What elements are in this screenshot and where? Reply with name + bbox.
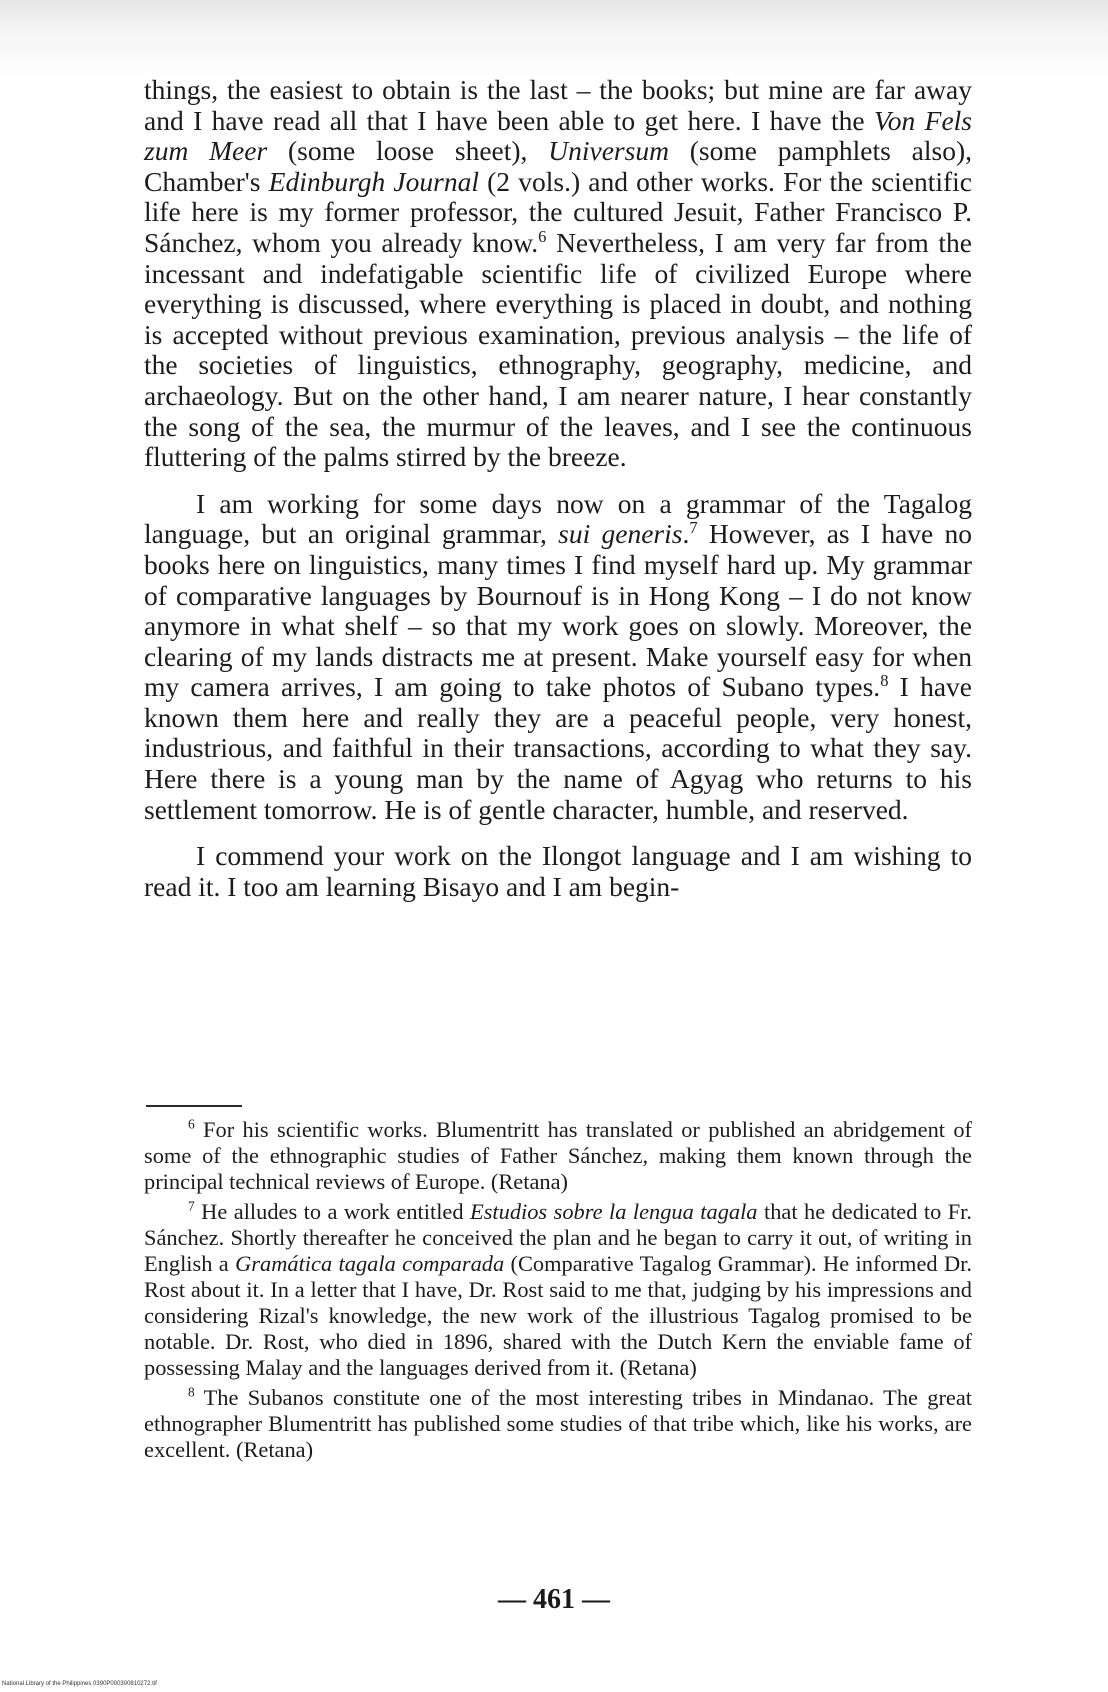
italic-text: Estudios sobre la lengua tagala — [470, 1199, 758, 1224]
page-number: — 461 — — [498, 1584, 610, 1615]
text-run: (Comparative Tagalog Grammar). He informed Dr. Rost about it. In a letter that I have, Dr. Rost said to me that, judging by his impressions and considering Rizal's knowledge, the new work of the illustrious Tagalog promised to be notable. Dr. Rost, who died in 1896, shared with the Dutch Kern the enviable fame of possessing Malay and the languages derived from it. (Retana) — [144, 1251, 972, 1380]
text-run: I commend your work on the Ilongot language and I am wishing to read it. I too am learning Bisayo and I am begin- — [144, 840, 972, 902]
text-run: I am working for some days now on a grammar of the Tagalog language, but an original grammar, — [144, 487, 972, 550]
italic-text: Universum — [548, 135, 669, 167]
footnote-ref: 7 — [689, 518, 698, 538]
body-paragraph — [144, 841, 972, 902]
body-paragraph — [144, 75, 972, 473]
text-run: . — [682, 518, 690, 550]
italic-text: Von Fels zum Meer — [144, 104, 972, 167]
text-run: (some pamphlets also), Chamber's — [144, 135, 972, 197]
text-run: (2 vols.) and other works. For the scientific life here is my former professor, the cultured Jesuit, Father Francisco P. Sánchez, whom you already know. — [144, 165, 972, 258]
italic-text: sui generis — [558, 518, 683, 550]
footnote-ref: 6 — [538, 226, 547, 246]
text-run: things, the easiest to obtain is the last – the books; but mine are far away and I have read all that I have been able to get here. I have the — [144, 74, 972, 136]
footnote-ref: 8 — [880, 671, 889, 691]
footnote — [144, 1117, 972, 1195]
text-run: Nevertheless, I am very far from the incessant and indefatigable scientific life of civilized Europe where everything is discussed, where everything is placed in doubt, and nothing is accepted without previous examination, previous analysis – the life of the societies of linguistics, ethnography, geography, medicine, and archaeology. But on the other hand, I am nearer nature, I hear constantly the song of the sea, the murmur of the leaves, and I see the continuous fluttering of the palms stirred by the breeze. — [144, 226, 972, 473]
text-run: He alludes to a work entitled — [194, 1199, 471, 1224]
text-run: For his scientific works. Blumentritt has translated or published an abridgement of some of the ethnographic studies of Father Sánchez, making them known through the principal technical reviews of Europe. (Retana) — [144, 1117, 972, 1194]
body-paragraph — [144, 489, 972, 826]
footnotes — [144, 1117, 972, 1467]
italic-text: Gramática tagala comparada — [235, 1251, 505, 1276]
text-run: The Subanos constitute one of the most interesting tribes in Mindanao. The great ethnographer Blumentritt has published some studies of that tribe which, like his works, are excellent. (Retana) — [144, 1385, 972, 1462]
footnote-divider — [146, 1105, 242, 1107]
main-text — [144, 75, 972, 918]
text-run: I have known them here and really they are a peaceful people, very honest, industrious, and faithful in their transactions, according to what they say. Here there is a young man by the name of Agyag who returns to his settlement tomorrow. He is of gentle character, humble, and reserved. — [144, 671, 972, 825]
footnote-ref: 8 — [188, 1384, 195, 1400]
archive-stamp: National Library of the Philippines 0390P000300810272.tif — [2, 1681, 157, 1687]
text-run: that he dedicated to Fr. Sánchez. Shortly thereafter he conceived the plan and he began to carry it out, of writing in English a — [144, 1199, 973, 1276]
footnote-ref: 6 — [188, 1116, 195, 1132]
text-run: (some loose sheet), — [267, 135, 549, 167]
footnote — [144, 1385, 972, 1463]
footnote-ref: 7 — [188, 1198, 195, 1214]
text-run: However, as I have no books here on linguistics, many times I find myself hard up. My grammar of comparative languages by Bournouf is in Hong Kong – I do not know anymore in what shelf – so that my work goes on slowly. Moreover, the clearing of my lands distracts me at present. Make yourself easy for when my camera arrives, I am going to take photos of Subano types. — [144, 518, 972, 703]
footnote — [144, 1199, 972, 1381]
italic-text: Edinburgh Journal — [268, 165, 479, 197]
